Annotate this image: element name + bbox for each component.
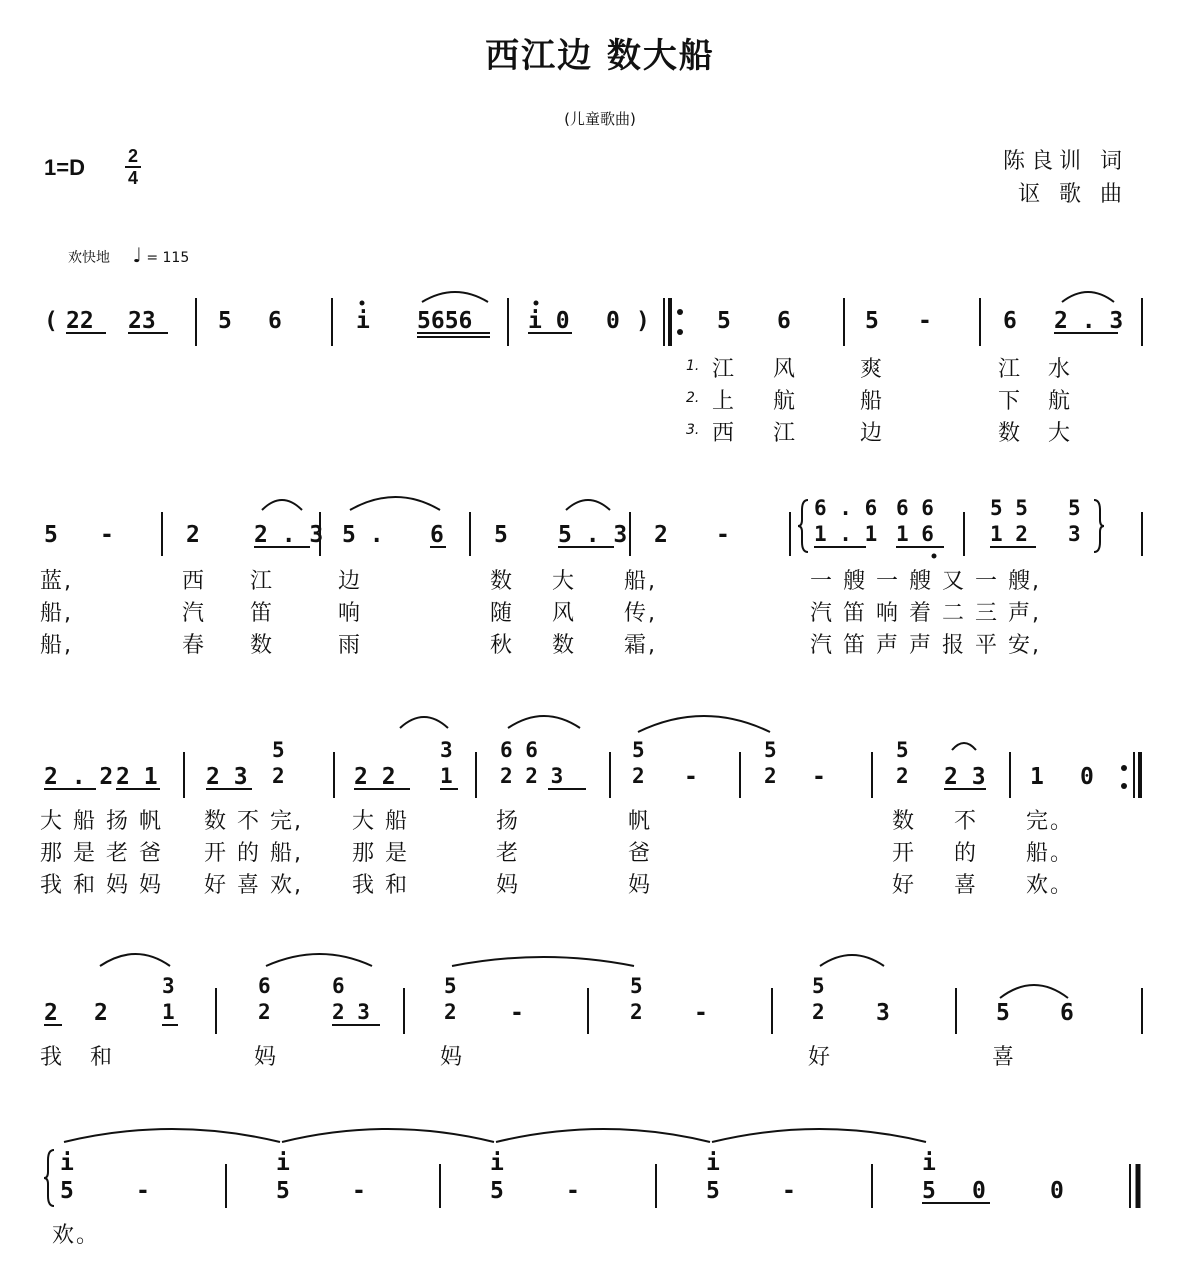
- lower-note: 5: [60, 1178, 74, 1204]
- lyric: 随: [490, 601, 515, 626]
- lyric: 数 不 完,: [204, 809, 303, 834]
- tempo-value: = 115: [146, 250, 190, 266]
- upper-note: 6 6: [896, 496, 934, 520]
- note: 5: [44, 522, 58, 548]
- lyricist-credit: 陈良训 词: [1003, 149, 1128, 174]
- verse-number: 1.: [686, 358, 700, 374]
- lower-note: 2: [896, 764, 909, 788]
- lyric: 数: [552, 633, 577, 658]
- lyric: 欢。: [52, 1223, 101, 1248]
- lower-note: 2: [764, 764, 777, 788]
- lyric: 妈: [440, 1045, 465, 1070]
- octave-dot: [932, 554, 937, 559]
- quarter-note-icon: ♩: [132, 243, 142, 267]
- slur: [820, 955, 884, 966]
- lyric: 汽 笛 声 声 报 平 安,: [810, 633, 1041, 658]
- lyric: 妈: [254, 1045, 279, 1070]
- composer-credit: 讴 歌 曲: [1018, 182, 1128, 207]
- lower-note: 1: [440, 764, 453, 788]
- lyric: 大 船 扬 帆: [40, 809, 163, 834]
- lyric: 不: [954, 809, 979, 834]
- lower-note: 3: [1068, 522, 1081, 546]
- note: 5: [717, 308, 731, 334]
- lyric: 西: [712, 421, 737, 446]
- lyric: 我: [40, 1045, 65, 1070]
- upper-note: 6: [258, 974, 271, 998]
- note-dash: -: [136, 1178, 150, 1204]
- lyric: 扬: [496, 809, 521, 834]
- note: 0: [1080, 764, 1094, 790]
- upper-note: 5: [812, 974, 825, 998]
- slur: [508, 716, 580, 728]
- lyric: 汽: [182, 601, 207, 626]
- lyric: 雨: [338, 633, 363, 658]
- lower-note: 1 6: [896, 522, 934, 546]
- note-dash: -: [566, 1178, 580, 1204]
- note: 2 1: [116, 764, 158, 790]
- lyric: 爸: [628, 841, 653, 866]
- lower-note: 0: [1050, 1178, 1064, 1204]
- lyric: 秋: [490, 633, 515, 658]
- note: 0: [606, 308, 620, 334]
- lower-note: 2: [630, 1000, 643, 1024]
- lyric: 霜,: [624, 633, 657, 658]
- lyric: 江: [998, 357, 1023, 382]
- lyric: 水: [1048, 357, 1073, 382]
- note: 2: [186, 522, 200, 548]
- upper-note: i: [706, 1150, 720, 1176]
- lyric: 船,: [40, 633, 73, 658]
- note: 22: [66, 308, 94, 334]
- repeat-dot: [1121, 783, 1127, 789]
- lyric: 船: [860, 389, 885, 414]
- upper-note: i: [922, 1150, 936, 1176]
- open-paren: (: [44, 308, 58, 334]
- lyric: 航: [1048, 389, 1073, 414]
- lyric: 笛: [250, 601, 275, 626]
- note-dash: -: [684, 764, 698, 790]
- lyric: 那 是 老 爸: [40, 841, 163, 866]
- verse-number: 3.: [686, 422, 700, 438]
- lyric: 数: [892, 809, 917, 834]
- lyric: 喜: [992, 1045, 1017, 1070]
- upper-note: i: [490, 1150, 504, 1176]
- lyric: 妈: [496, 873, 521, 898]
- lower-note: 2 3: [332, 1000, 370, 1024]
- lyric: 边: [860, 421, 885, 446]
- note: 2 3: [944, 764, 986, 790]
- tie: [282, 1129, 494, 1142]
- lyric: 数: [250, 633, 275, 658]
- lyric: 好 喜 欢,: [204, 873, 303, 898]
- note: 6: [430, 522, 444, 548]
- key-signature: 1=D: [44, 155, 85, 180]
- note-dash: -: [812, 764, 826, 790]
- note: i: [356, 308, 370, 334]
- note: 5: [996, 1000, 1010, 1026]
- upper-note: 5: [444, 974, 457, 998]
- upper-note: 5: [896, 738, 909, 762]
- upper-note: i: [276, 1150, 290, 1176]
- slur: [350, 497, 440, 510]
- tie: [64, 1129, 280, 1142]
- note-dash: -: [918, 308, 932, 334]
- slur: [262, 500, 302, 510]
- slur: [1062, 292, 1114, 302]
- repeat-dot: [677, 329, 683, 335]
- lyric: 数: [998, 421, 1023, 446]
- note: 1: [1030, 764, 1044, 790]
- slur: [100, 954, 170, 966]
- lower-note: 2: [812, 1000, 825, 1024]
- note-dash: -: [100, 522, 114, 548]
- lyric: 边: [338, 569, 363, 594]
- lyric: 欢。: [1026, 873, 1075, 898]
- octave-dot: [534, 301, 539, 306]
- lyric: 我 和: [352, 873, 409, 898]
- upper-note: 5 5: [990, 496, 1028, 520]
- upper-note: 5: [630, 974, 643, 998]
- lyric: 喜: [954, 873, 979, 898]
- lyric: 航: [773, 389, 798, 414]
- lyric: 好: [808, 1045, 833, 1070]
- repeat-dot: [1121, 765, 1127, 771]
- lyric: 船,: [624, 569, 657, 594]
- slur: [566, 500, 610, 510]
- lower-note: 0: [972, 1178, 986, 1204]
- note: 6: [777, 308, 791, 334]
- upper-note: 3: [440, 738, 453, 762]
- time-signature-bottom: 4: [127, 168, 138, 188]
- note: 5656: [417, 308, 473, 334]
- verse-number: 2.: [686, 390, 700, 406]
- lower-note: 5: [490, 1178, 504, 1204]
- lyric: 船。: [1026, 841, 1075, 866]
- lyric: 风: [552, 601, 577, 626]
- note: 2 2: [354, 764, 396, 790]
- lyric: 一 艘 一 艘 又 一 艘,: [810, 569, 1041, 594]
- lyric: 蓝,: [40, 569, 73, 594]
- lower-note: 2: [444, 1000, 457, 1024]
- slur: [638, 716, 770, 732]
- tempo-text: 欢快地: [68, 250, 110, 266]
- lyric: 江: [250, 569, 275, 594]
- note: 6: [1003, 308, 1017, 334]
- note-dash: -: [782, 1178, 796, 1204]
- upper-note: 6 . 6: [814, 496, 878, 520]
- lyric: 爽: [860, 357, 885, 382]
- lyric: 风: [773, 357, 798, 382]
- note: 2 . 3: [1054, 308, 1124, 334]
- note: 2: [94, 1000, 108, 1026]
- song-subtitle: (儿童歌曲): [564, 110, 636, 128]
- lyric: 和: [90, 1045, 115, 1070]
- note: 2: [654, 522, 668, 548]
- upper-note: 3: [162, 974, 175, 998]
- note: 23: [128, 308, 156, 334]
- lyric: 开: [892, 841, 917, 866]
- upper-note: 5: [272, 738, 285, 762]
- slur: [952, 743, 976, 750]
- lower-note: 2 2 3: [500, 764, 564, 788]
- lower-note: 5: [276, 1178, 290, 1204]
- note-dash: -: [716, 522, 730, 548]
- note: 2: [44, 1000, 58, 1026]
- tie: [712, 1129, 926, 1142]
- lyric: 好: [892, 873, 917, 898]
- octave-dot: [360, 301, 365, 306]
- lower-note: 2: [258, 1000, 271, 1024]
- note: 5 . 3: [558, 522, 628, 548]
- note: 5: [865, 308, 879, 334]
- note: 2 . 3: [254, 522, 324, 548]
- slur: [1000, 985, 1068, 998]
- upper-note: i: [60, 1150, 74, 1176]
- slur: [266, 954, 372, 966]
- lower-note: 2: [272, 764, 285, 788]
- lower-note: 5: [922, 1178, 936, 1204]
- slur: [452, 957, 634, 966]
- note-dash: -: [352, 1178, 366, 1204]
- note: 5 .: [342, 522, 384, 548]
- repeat-dot: [677, 309, 683, 315]
- lyric: 传,: [624, 601, 657, 626]
- upper-note: 5: [1068, 496, 1081, 520]
- lyric: 我 和 妈 妈: [40, 873, 163, 898]
- lower-note: 1 2: [990, 522, 1028, 546]
- lower-note: 5: [706, 1178, 720, 1204]
- lyric: 上: [712, 389, 737, 414]
- lyric: 江: [773, 421, 798, 446]
- lyric: 响: [338, 601, 363, 626]
- lyric: 船,: [40, 601, 73, 626]
- upper-note: 6: [332, 974, 345, 998]
- lyric: 江: [712, 357, 737, 382]
- lyric: 的: [954, 841, 979, 866]
- note: 6: [268, 308, 282, 334]
- lower-note: 1: [162, 1000, 175, 1024]
- lower-note: 1 . 1: [814, 522, 878, 546]
- lyric: 开 的 船,: [204, 841, 303, 866]
- lyric: 大: [1048, 421, 1073, 446]
- upper-note: 5: [632, 738, 645, 762]
- note: 2 . 2: [44, 764, 114, 790]
- note-dash: -: [510, 1000, 524, 1026]
- lyric: 完。: [1026, 809, 1075, 834]
- note: 5: [494, 522, 508, 548]
- lyric: 春: [182, 633, 207, 658]
- time-signature-top: 2: [127, 146, 138, 166]
- lyric: 帆: [628, 809, 653, 834]
- note: 6: [1060, 1000, 1074, 1026]
- lyric: 大 船: [352, 809, 409, 834]
- lyric: 下: [998, 389, 1023, 414]
- note: 5: [218, 308, 232, 334]
- lyric: 大: [552, 569, 577, 594]
- close-paren: ): [636, 308, 650, 334]
- upper-note: 6 6: [500, 738, 538, 762]
- note: 3: [876, 1000, 890, 1026]
- slur: [422, 292, 488, 302]
- brace: [1094, 500, 1104, 552]
- lyric: 那 是: [352, 841, 409, 866]
- brace: [44, 1150, 54, 1206]
- lyric: 汽 笛 响 着 二 三 声,: [810, 601, 1041, 626]
- lower-note: 2: [632, 764, 645, 788]
- lyric: 数: [490, 569, 515, 594]
- note: 2 3: [206, 764, 248, 790]
- note: i 0: [528, 308, 570, 334]
- lyric: 妈: [628, 873, 653, 898]
- upper-note: 5: [764, 738, 777, 762]
- tie: [496, 1129, 710, 1142]
- slur: [400, 717, 448, 728]
- page-title: 西江边 数大船: [485, 36, 715, 76]
- note-dash: -: [694, 1000, 708, 1026]
- brace: [798, 500, 808, 552]
- lyric: 老: [496, 841, 521, 866]
- lyric: 西: [182, 569, 207, 594]
